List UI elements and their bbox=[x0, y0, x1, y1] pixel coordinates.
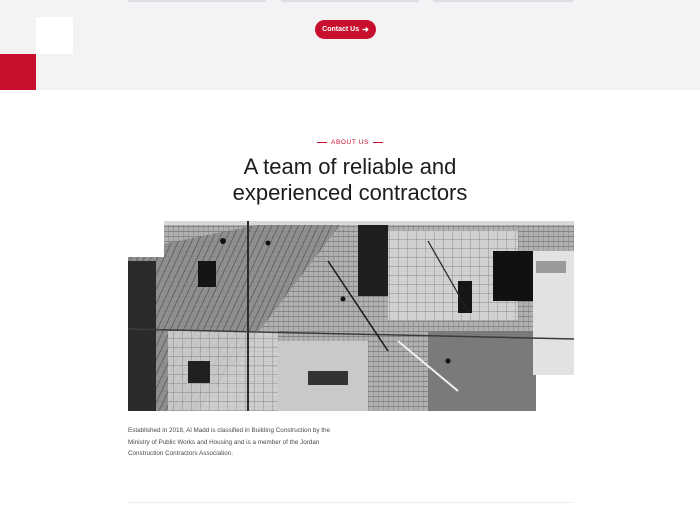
eyebrow-dash bbox=[317, 142, 327, 143]
top-section-background bbox=[0, 0, 700, 90]
contact-us-button[interactable] bbox=[315, 20, 376, 39]
eyebrow-dash bbox=[373, 142, 383, 143]
top-divider bbox=[281, 0, 419, 2]
arrow-right-icon: ➜ bbox=[362, 24, 369, 34]
construction-site-photo bbox=[128, 221, 574, 411]
decorative-square-white bbox=[36, 17, 73, 54]
section-eyebrow bbox=[0, 139, 700, 146]
section-title bbox=[0, 154, 700, 206]
title-line-1: A team of reliable and bbox=[243, 154, 457, 179]
top-divider bbox=[433, 0, 573, 2]
top-divider bbox=[128, 0, 266, 2]
decorative-square-red bbox=[0, 54, 36, 90]
contact-us-label: Contact Us bbox=[322, 26, 360, 33]
about-description: Established in 2018, Al Madd is classified in Building Construction by the Ministry of Public Works and Housing and is a member of the Jordan Construction Contractors Association. bbox=[128, 427, 330, 457]
title-line-2: experienced contractors bbox=[232, 180, 468, 205]
eyebrow-label: ABOUT US bbox=[331, 139, 369, 146]
section-divider bbox=[128, 502, 574, 503]
